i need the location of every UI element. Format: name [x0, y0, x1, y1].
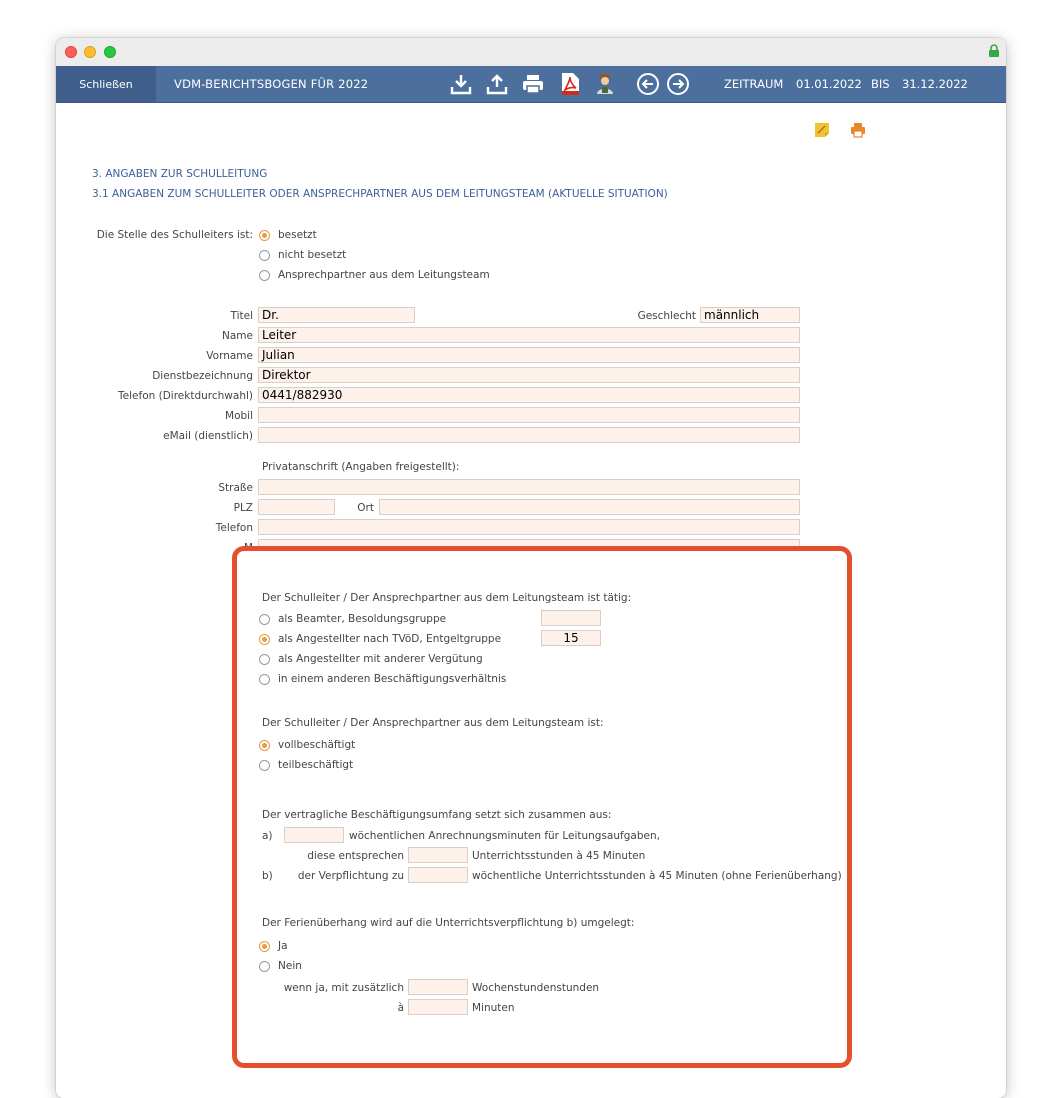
email-label: eMail (dienstlich): [163, 430, 253, 442]
wenn-ja-label: wenn ja, mit zusätzlich: [283, 982, 404, 994]
minuten-text: Minuten: [472, 1002, 515, 1014]
radio-label-andere-verguetung: als Angestellter mit anderer Vergütung: [278, 653, 483, 665]
close-button[interactable]: Schließen: [56, 66, 156, 102]
radio-tvoed[interactable]: [259, 634, 270, 645]
radio-ja[interactable]: [259, 941, 270, 952]
upload-icon[interactable]: [485, 72, 509, 96]
close-window-button[interactable]: [65, 46, 77, 58]
ferien-heading: Der Ferienüberhang wird auf die Unterrichtsverpflichtung b) umgelegt:: [262, 917, 635, 929]
lock-icon: [988, 44, 1000, 58]
umfang-heading: Der vertragliche Beschäftigungsumfang setzt sich zusammen aus:: [262, 809, 612, 821]
vorname-field[interactable]: Julian: [258, 347, 800, 363]
telefon-label: Telefon (Direktdurchwahl): [118, 390, 253, 402]
geschlecht-field[interactable]: männlich: [700, 307, 800, 323]
beschaeftigt-heading: Der Schulleiter / Der Ansprechpartner aus dem Leitungsteam ist:: [262, 717, 604, 729]
wochenstunden-text: Wochenstundenstunden: [472, 982, 600, 994]
privat-heading: Privatanschrift (Angaben freigestellt):: [262, 461, 460, 473]
bis-label: BIS: [871, 77, 890, 91]
dienstbezeichnung-label: Dienstbezeichnung: [152, 370, 253, 382]
verpflichtung-label: der Verpflichtung zu: [297, 870, 404, 882]
radio-label-nicht-besetzt: nicht besetzt: [278, 249, 347, 261]
minimize-window-button[interactable]: [84, 46, 96, 58]
stelle-label: Die Stelle des Schulleiters ist:: [96, 229, 253, 241]
arrow-right-icon[interactable]: [666, 72, 690, 96]
radio-label-tvoed: als Angestellter nach TVöD, Entgeltgruppe: [278, 633, 502, 645]
umfang-b-label: b): [262, 870, 273, 882]
app-window: [56, 38, 1006, 1098]
print-small-icon[interactable]: [850, 122, 866, 138]
entsprechen-field[interactable]: [408, 847, 468, 863]
umfang-a-label: a): [262, 830, 273, 842]
radio-ansprechpartner[interactable]: [259, 270, 270, 281]
verpflichtung-field[interactable]: [408, 867, 468, 883]
radio-nein[interactable]: [259, 961, 270, 972]
radio-label-nein: Nein: [278, 960, 302, 972]
subsection-heading: 3.1 ANGABEN ZUM SCHULLEITER ODER ANSPRECHPARTNER AUS DEM LEITUNGSTEAM (AKTUELLE SITUATION): [92, 188, 668, 200]
verpflichtung-text: wöchentliche Unterrichtsstunden à 45 Minuten (ohne Ferienüberhang): [472, 870, 842, 882]
radio-nicht-besetzt[interactable]: [259, 250, 270, 261]
strasse-field[interactable]: [258, 479, 800, 495]
anrechnungsminuten-field[interactable]: [284, 827, 344, 843]
besoldungsgruppe-field[interactable]: [541, 610, 601, 626]
note-icon[interactable]: [814, 122, 830, 138]
arrow-left-icon[interactable]: [636, 72, 660, 96]
plz-field[interactable]: [258, 499, 335, 515]
entsprechen-label: diese entsprechen: [307, 850, 404, 862]
email-field[interactable]: [258, 427, 800, 443]
radio-label-beamter: als Beamter, Besoldungsgruppe: [278, 613, 447, 625]
section-heading: 3. ANGABEN ZUR SCHULLEITUNG: [92, 168, 268, 180]
privat-mobil-label: [56, 542, 253, 554]
download-icon[interactable]: [449, 72, 473, 96]
date-from[interactable]: 01.01.2022: [796, 77, 862, 91]
titel-label: Titel: [230, 310, 253, 322]
radio-label-vollbeschaeftigt: vollbeschäftigt: [278, 739, 356, 751]
radio-teilbeschaeftigt[interactable]: [259, 760, 270, 771]
dienstbezeichnung-field[interactable]: Direktor: [258, 367, 800, 383]
radio-label-ansprechpartner: Ansprechpartner aus dem Leitungsteam: [278, 269, 490, 281]
entgeltgruppe-field[interactable]: 15: [541, 630, 601, 646]
maximize-window-button[interactable]: [104, 46, 116, 58]
geschlecht-label: Geschlecht: [637, 310, 696, 322]
radio-beamter[interactable]: [259, 614, 270, 625]
radio-label-teilbeschaeftigt: teilbeschäftigt: [278, 759, 354, 771]
highlight-box: [232, 546, 852, 1068]
radio-andere-verguetung[interactable]: [259, 654, 270, 665]
anrechnungsminuten-text: wöchentlichen Anrechnungsminuten für Leitungsaufgaben,: [349, 830, 660, 842]
date-to[interactable]: 31.12.2022: [902, 77, 968, 91]
zeitraum-label: ZEITRAUM: [724, 77, 784, 91]
privat-telefon-field[interactable]: [258, 519, 800, 535]
taetig-heading: Der Schulleiter / Der Ansprechpartner aus dem Leitungsteam ist tätig:: [262, 592, 632, 604]
minuten-field[interactable]: [408, 999, 468, 1015]
report-title: VDM-BERICHTSBOGEN FÜR 2022: [174, 77, 369, 91]
ort-label: Ort: [357, 502, 374, 514]
radio-label-besetzt: besetzt: [278, 229, 317, 241]
person-icon[interactable]: [593, 72, 617, 96]
radio-besetzt[interactable]: [259, 230, 270, 241]
name-field[interactable]: Leiter: [258, 327, 800, 343]
entsprechen-text: Unterrichtsstunden à 45 Minuten: [472, 850, 646, 862]
radio-label-ja: Ja: [278, 940, 288, 952]
print-icon[interactable]: [521, 72, 545, 96]
vorname-label: Vorname: [206, 350, 253, 362]
wochenstunden-field[interactable]: [408, 979, 468, 995]
privat-telefon-label: Telefon: [215, 522, 253, 534]
main-toolbar: [56, 66, 1006, 103]
radio-label-anderes-verhaeltnis: in einem anderen Beschäftigungsverhältnis: [278, 673, 507, 685]
telefon-field[interactable]: 0441/882930: [258, 387, 800, 403]
titel-field[interactable]: Dr.: [258, 307, 415, 323]
mobil-label: Mobil: [225, 410, 253, 422]
title-bar: [56, 38, 1006, 66]
plz-label: PLZ: [233, 502, 253, 514]
ort-field[interactable]: [379, 499, 800, 515]
form-content: [56, 102, 1006, 1098]
name-label: Name: [222, 330, 253, 342]
a-label: à: [397, 1002, 404, 1014]
radio-vollbeschaeftigt[interactable]: [259, 740, 270, 751]
pdf-icon[interactable]: [558, 72, 582, 96]
mobil-field[interactable]: [258, 407, 800, 423]
radio-anderes-verhaeltnis[interactable]: [259, 674, 270, 685]
strasse-label: Straße: [218, 482, 253, 494]
